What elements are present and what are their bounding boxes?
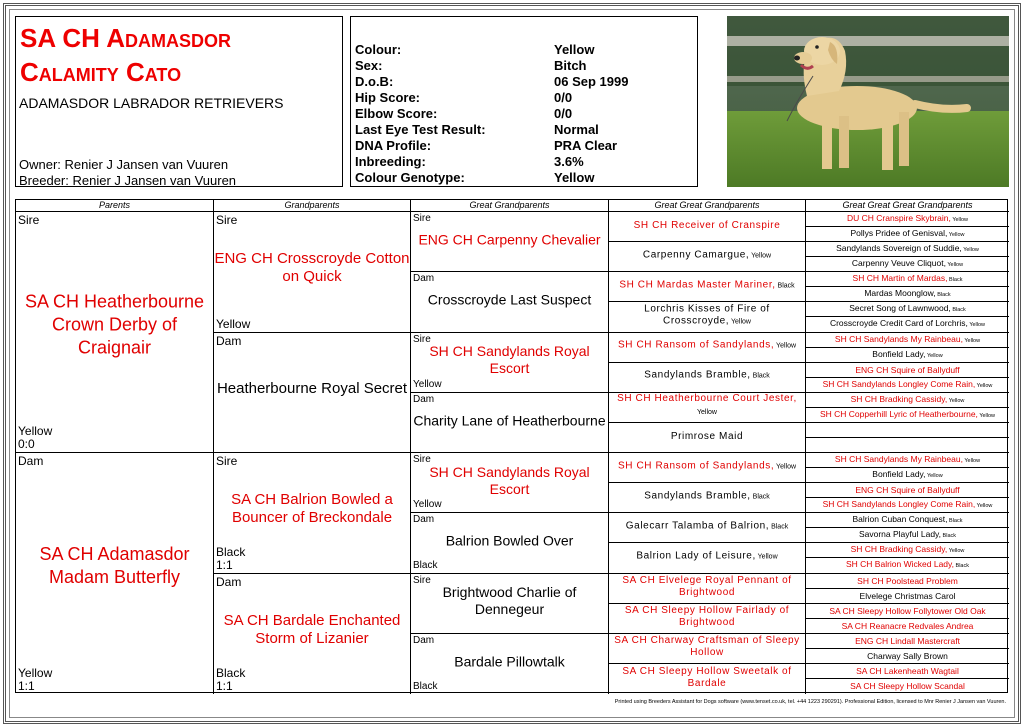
info-value: Normal: [554, 122, 599, 137]
dog-name: SA CH Reanacre Redvales Andrea: [841, 620, 974, 631]
pedigree-cell: [806, 333, 1009, 348]
dog-name: Elvelege Christmas Carol: [859, 590, 956, 601]
info-value: PRA Clear: [554, 138, 618, 153]
colour-label: Black: [413, 559, 438, 571]
dog-name: SA CH Adamasdor Madam Butterfly: [39, 544, 190, 588]
info-value: 0/0: [554, 106, 573, 121]
parent-role-label: Dam: [18, 454, 44, 468]
pedigree-cell: [411, 272, 609, 332]
pedigree-cell: [411, 513, 609, 573]
dog-name: Bonfield Lady, Yellow: [872, 348, 943, 359]
dog-info-panel: [350, 16, 698, 187]
dog-name: SA CH Sleepy Hollow Scandal: [850, 681, 965, 692]
pedigree-cell: [806, 408, 1009, 423]
parent-role-label: Sire: [413, 213, 431, 224]
pedigree-cell: [609, 543, 806, 573]
parent-role-label: Sire: [216, 213, 238, 227]
colour-label: Black: [941, 533, 957, 540]
pedigree-cell: [806, 227, 1009, 242]
pedigree-cell: [806, 272, 1009, 287]
dog-name: Carpenny Camargue, Yellow: [642, 249, 772, 261]
pedigree-cell: [806, 242, 1009, 257]
parent-role-label: Dam: [216, 333, 242, 348]
dog-name: Bardale Pillowtalk: [454, 653, 565, 670]
pedigree-cell: [806, 589, 1009, 604]
pedigree-cell: [806, 453, 1009, 468]
parent-role-label: Sire: [413, 333, 431, 345]
colour-score: [413, 559, 437, 572]
pedigree-cell: [609, 453, 806, 483]
info-label: Sex:: [355, 58, 383, 73]
colour-label: Black: [750, 493, 770, 501]
colour-label: Yellow: [967, 322, 986, 329]
dog-name: Primrose Maid: [670, 430, 744, 442]
info-row: [355, 42, 595, 58]
info-row: [355, 138, 618, 154]
pedigree-cell: [806, 483, 1009, 498]
pedigree-cell: [609, 333, 806, 363]
dog-name: Balrion Cuban Conquest, Black: [852, 514, 963, 525]
info-label: DNA Profile:: [355, 138, 432, 153]
dog-name: SH CH Sandylands My Rainbeau, Yellow: [834, 454, 981, 465]
info-label: Inbreeding:: [355, 154, 426, 169]
info-value: 06 Sep 1999: [554, 74, 629, 89]
column-header: Grandparents: [214, 200, 411, 212]
dog-name: SA CH Balrion Bowled a Bouncer of Breckondale: [231, 491, 393, 527]
colour-label: Yellow: [774, 463, 797, 471]
colour-score: [216, 546, 245, 572]
pedigree-cell: [806, 664, 1009, 679]
colour-label: Yellow: [947, 397, 965, 404]
info-row: [355, 90, 573, 106]
colour-label: Yellow: [697, 409, 717, 417]
dog-name: Pollys Pridee of Genisval, Yellow: [850, 228, 965, 239]
dog-name: ENG CH Squire of Ballyduff: [855, 364, 960, 375]
kennel-name: ADAMASDOR LABRADOR RETRIEVERS: [19, 95, 284, 111]
parent-role-label: Dam: [216, 574, 242, 589]
colour-label: Yellow: [961, 247, 979, 254]
colour-label: Yellow: [962, 337, 981, 344]
colour-score: [216, 318, 250, 331]
pedigree-cell: [609, 423, 806, 453]
dog-name: Lorchris Kisses of Fire of Crosscroyde, Yellow: [644, 303, 770, 327]
colour-label: Black: [413, 681, 438, 692]
pedigree-cell: [806, 302, 1009, 317]
info-row: [355, 122, 599, 138]
parent-role-label: Sire: [18, 213, 40, 227]
dog-name: Balrion Lady of Leisure, Yellow: [636, 550, 778, 562]
pedigree-cell: [214, 333, 411, 454]
pedigree-cell: [609, 513, 806, 543]
pedigree-cell: [609, 363, 806, 393]
dog-name: Galecarr Talamba of Balrion, Black: [625, 520, 789, 532]
colour-label: Yellow: [729, 318, 751, 326]
info-label: Last Eye Test Result:: [355, 122, 486, 137]
colour-label: Yellow: [774, 342, 797, 350]
dog-name: Savorna Playful Lady, Black: [858, 529, 957, 540]
dog-photo: [727, 16, 1009, 187]
pedigree-cell: [609, 242, 806, 272]
info-label: Colour:: [355, 42, 402, 57]
pedigree-cell: [806, 543, 1009, 558]
info-row: [355, 58, 587, 74]
colour-label: Black: [935, 292, 951, 299]
dog-name: Secret Song of Lawnwood, Black: [849, 303, 966, 314]
pedigree-cell: [411, 453, 609, 513]
pedigree-cell: [609, 634, 806, 664]
colour-score: [413, 680, 437, 693]
info-value: 3.6%: [554, 154, 584, 169]
colour-label: Yellow: [945, 262, 964, 269]
dog-name-line1: SA CH Adamasdor: [20, 23, 231, 53]
colour-label: Black: [954, 563, 969, 570]
info-value: Bitch: [554, 58, 587, 73]
parent-role-label: Dam: [413, 393, 435, 405]
colour-label: Yellow: [975, 503, 993, 510]
colour-label: Yellow: [749, 252, 772, 260]
pedigree-cell: [806, 378, 1009, 393]
pedigree-cell: [806, 287, 1009, 302]
pedigree-cell: [806, 679, 1009, 694]
info-value: 0/0: [554, 90, 573, 105]
dog-name: SH CH Sandylands Royal Escort: [429, 463, 590, 497]
info-value: Yellow: [554, 42, 595, 57]
pedigree-cell: [609, 212, 806, 242]
hip-score: 0:0: [18, 437, 35, 451]
dog-name: SA CH Sleepy Hollow Fairlady of Brightwood: [624, 605, 790, 629]
colour-label: Black: [769, 523, 789, 531]
pedigree-cell: [806, 393, 1009, 408]
dog-name: SH CH Bradking Cassidy, Yellow: [850, 544, 965, 555]
dog-name: SH CH Mardas Master Mariner, Black: [619, 279, 795, 291]
info-value: Yellow: [554, 170, 595, 185]
dog-name: SA CH Elvelege Royal Pennant of Brightwood: [622, 575, 792, 599]
colour-label: Black: [216, 666, 246, 680]
dog-name: Sandylands Bramble, Black: [644, 369, 770, 381]
dog-name: Crosscroyde Credit Card of Lorchris, Yellow: [829, 318, 986, 329]
info-row: [355, 106, 573, 122]
pedigree-cell: [806, 438, 1009, 453]
parent-role-label: Dam: [413, 273, 435, 285]
parent-role-label: Sire: [216, 454, 238, 468]
dog-name: SH CH Ransom of Sandylands, Yellow: [617, 460, 797, 472]
colour-label: Yellow: [18, 666, 53, 680]
dog-name: SA CH Charway Craftsman of Sleepy Hollow: [614, 635, 800, 659]
colour-label: Yellow: [962, 458, 981, 465]
dog-name: Crosscroyde Last Suspect: [427, 291, 592, 308]
footer-note: Printed using Breeders Assistant for Dogs software (www.tenset.co.uk, tel. +44 1223 290291). Professional Edition, licensed to Mnr Renier J Jansen van Vuuren.: [614, 699, 1006, 705]
parent-role-label: Dam: [413, 634, 435, 646]
pedigree-cell: [214, 453, 411, 574]
colour-label: Yellow: [755, 553, 778, 561]
pedigree-cell: [411, 574, 609, 634]
dog-name: ENG CH Squire of Ballyduff: [855, 485, 960, 496]
dog-name: Carpenny Veuve Cliquot, Yellow: [851, 258, 964, 269]
colour-label: Black: [947, 518, 963, 525]
dog-name: SH CH Balrion Wicked Lady, Black: [845, 559, 969, 570]
colour-label: Yellow: [947, 548, 965, 555]
dog-name: DU CH Cranspire Skybrain, Yellow: [846, 213, 969, 224]
colour-label: Yellow: [925, 473, 943, 480]
colour-score: [413, 498, 442, 511]
dog-name: SH CH Sandylands Longley Come Rain, Yellow: [822, 378, 993, 389]
dog-name-panel: [15, 16, 343, 187]
colour-label: Black: [950, 307, 966, 314]
dog-name: Balrion Bowled Over: [445, 532, 574, 549]
colour-label: Yellow: [947, 232, 965, 239]
pedigree-cell: [806, 528, 1009, 543]
pedigree-cell: [16, 453, 214, 694]
pedigree-cell: [806, 363, 1009, 378]
pedigree-cell: [411, 634, 609, 694]
hip-score: 1:1: [18, 679, 35, 693]
colour-label: Yellow: [18, 424, 53, 438]
dog-name: SH CH Sandylands My Rainbeau, Yellow: [834, 333, 981, 344]
dog-name: SA CH Sleepy Hollow Sweetalk of Bardale: [622, 666, 792, 690]
colour-score: [18, 425, 52, 451]
info-label: Hip Score:: [355, 90, 421, 105]
dog-name: ENG CH Lindall Mastercraft: [855, 635, 960, 646]
column-header: Great Grandparents: [411, 200, 609, 212]
info-row: [355, 154, 584, 170]
colour-label: Yellow: [977, 412, 996, 419]
pedigree-cell: [806, 212, 1009, 227]
pedigree-cell: [806, 423, 1009, 438]
dog-name: SA CH Bardale Enchanted Storm of Lizanier: [223, 612, 401, 648]
colour-label: Black: [775, 282, 795, 290]
dog-name: Mardas Moonglow, Black: [864, 288, 951, 299]
info-row: [355, 74, 629, 90]
dog-name: Brightwood Charlie of Dennegeur: [442, 584, 577, 618]
pedigree-cell: [806, 513, 1009, 528]
pedigree-cell: [609, 393, 806, 423]
pedigree-cell: [609, 483, 806, 513]
pedigree-cell: [16, 212, 214, 453]
owner: Owner: Renier J Jansen van Vuuren: [19, 157, 229, 172]
pedigree-cell: [806, 619, 1009, 634]
pedigree-cell: [609, 272, 806, 302]
dog-name: SH CH Martin of Mardas, Black: [852, 273, 963, 284]
dog-name-line2: Calamity Cato: [20, 57, 182, 87]
dog-name: SH CH Receiver of Cranspire: [633, 219, 781, 231]
pedigree-cell: [806, 498, 1009, 513]
colour-label: Yellow: [216, 316, 251, 331]
parent-role-label: Sire: [413, 574, 431, 586]
info-row: [355, 170, 595, 186]
pedigree-cell: [214, 212, 411, 333]
dog-name: ENG CH Crosscroyde Cotton on Quick: [214, 250, 410, 286]
pedigree-cell: [806, 574, 1009, 589]
dog-name: SH CH Ransom of Sandylands, Yellow: [617, 339, 797, 351]
hip-score: 1:1: [216, 557, 233, 572]
info-label: D.o.B:: [355, 74, 394, 89]
pedigree-cell: [609, 664, 806, 694]
info-label: Elbow Score:: [355, 106, 438, 121]
dog-name: SA CH Sleepy Hollow Follytower Old Oak: [829, 605, 986, 616]
pedigree-cell: [214, 574, 411, 695]
dog-name: Charway Sally Brown: [867, 650, 948, 661]
dog-name: [20, 21, 340, 89]
pedigree-cell: [806, 348, 1009, 363]
dog-name: ENG CH Carpenny Chevalier: [418, 231, 601, 248]
pedigree-cell: [411, 393, 609, 453]
dog-name: SA CH Lakenheath Wagtail: [856, 665, 959, 676]
pedigree-cell: [411, 333, 609, 393]
dog-name: Bonfield Lady, Yellow: [872, 469, 943, 480]
pedigree-cell: [806, 604, 1009, 619]
dog-name: SH CH Sandylands Longley Come Rain, Yellow: [822, 499, 993, 510]
parent-role-label: Sire: [413, 454, 431, 465]
colour-label: Yellow: [925, 352, 943, 359]
dog-name: SH CH Heatherbourne Court Jester, Yellow: [617, 393, 797, 417]
column-header: Great Great Grandparents: [609, 200, 806, 212]
colour-label: Yellow: [950, 217, 969, 224]
dog-name: SH CH Bradking Cassidy, Yellow: [850, 393, 965, 404]
colour-score: [18, 667, 52, 693]
info-label: Colour Genotype:: [355, 170, 465, 185]
pedigree-grid: [15, 199, 1008, 693]
colour-label: Black: [750, 372, 770, 380]
pedigree-cell: [806, 468, 1009, 483]
dog-name: Heatherbourne Royal Secret: [216, 379, 408, 397]
colour-label: Yellow: [413, 499, 442, 511]
dog-name: Charity Lane of Heatherbourne: [413, 412, 606, 429]
dog-name: SH CH Sandylands Royal Escort: [429, 343, 590, 377]
hip-score: 1:1: [216, 679, 233, 693]
colour-label: Black: [947, 277, 963, 284]
pedigree-cell: [609, 302, 806, 332]
column-header: Great Great Great Grandparents: [806, 200, 1009, 212]
dog-name: SH CH Copperhill Lyric of Heatherbourne, Yellow: [819, 408, 996, 419]
pedigree-cell: [806, 634, 1009, 649]
dog-name: Sandylands Bramble, Black: [644, 490, 770, 502]
colour-label: Yellow: [975, 382, 993, 389]
column-header: Parents: [16, 200, 214, 212]
dog-name: Sandylands Sovereign of Suddie, Yellow: [836, 243, 979, 254]
pedigree-cell: [411, 212, 609, 272]
pedigree-cell: [609, 604, 806, 634]
colour-label: Yellow: [413, 378, 442, 390]
parent-role-label: Dam: [413, 514, 435, 526]
colour-score: [413, 378, 442, 391]
pedigree-cell: [806, 649, 1009, 664]
pedigree-cell: [806, 257, 1009, 272]
colour-score: [216, 667, 245, 693]
dog-name: SA CH Heatherbourne Crown Derby of Craignair: [24, 291, 205, 358]
pedigree-cell: [806, 317, 1009, 332]
pedigree-cell: [806, 558, 1009, 573]
breeder: Breeder: Renier J Jansen van Vuuren: [19, 173, 237, 188]
colour-label: Black: [216, 544, 246, 559]
dog-name: SH CH Poolstead Problem: [857, 575, 958, 586]
pedigree-cell: [609, 574, 806, 604]
